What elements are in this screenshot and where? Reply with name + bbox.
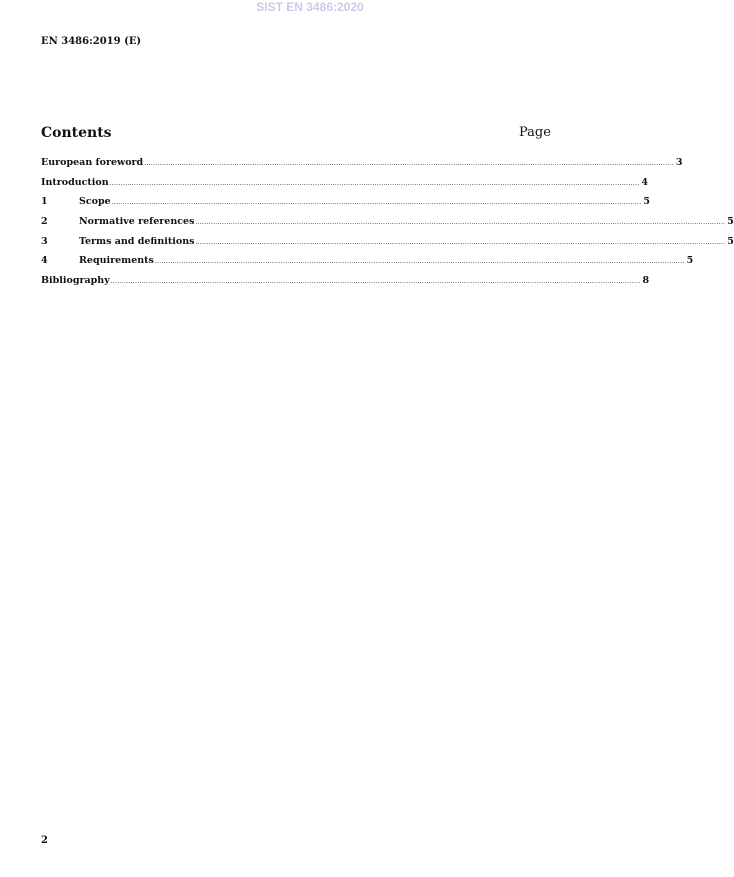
table-of-contents — [41, 157, 734, 295]
toc-entry-label: European foreword — [41, 157, 144, 168]
toc-entry-terms-and-definitions[interactable] — [41, 235, 734, 256]
toc-entry-european-foreword[interactable] — [41, 157, 683, 177]
toc-entry-page: 3 — [675, 157, 683, 168]
watermark: SIST EN 3486:2020 — [256, 0, 364, 14]
dot-leader: ................................................................................................................................................................................................................................................ — [195, 219, 726, 227]
toc-entry-introduction[interactable] — [41, 176, 649, 197]
toc-entry-label: Scope — [79, 196, 111, 208]
page-number: 2 — [41, 835, 48, 846]
page-column-label: Page — [519, 125, 551, 140]
toc-entry-page: 5 — [727, 235, 734, 247]
contents-heading: Contents — [41, 125, 112, 141]
toc-entry-page: 5 — [727, 216, 734, 228]
toc-entry-number: 1 — [41, 196, 48, 208]
toc-entry-number: 4 — [41, 255, 48, 267]
toc-entry-page: 5 — [643, 196, 651, 208]
toc-entry-number: 2 — [41, 216, 48, 228]
toc-entry-label: Terms and definitions — [79, 235, 195, 247]
dot-leader: ................................................................................................................................................................................................................................................ — [109, 179, 640, 187]
dot-leader: ................................................................................................................................................................................................................................................ — [154, 258, 685, 266]
dot-leader: ................................................................................................................................................................................................................................................ — [195, 238, 726, 246]
toc-entry-number: 3 — [41, 235, 48, 247]
toc-entry-scope[interactable] — [41, 196, 651, 216]
toc-entry-page: 5 — [686, 255, 694, 267]
document-id-header: EN 3486:2019 (E) — [41, 36, 142, 47]
toc-entry-label: Normative references — [79, 216, 195, 228]
toc-entry-label: Requirements — [79, 255, 154, 267]
toc-entry-bibliography[interactable] — [41, 275, 650, 295]
toc-entry-label: Introduction — [41, 176, 109, 188]
toc-entry-page: 8 — [642, 275, 650, 287]
toc-entry-normative-references[interactable] — [41, 216, 734, 236]
dot-leader: ................................................................................................................................................................................................................................................ — [144, 160, 674, 167]
dot-leader: ................................................................................................................................................................................................................................................ — [111, 199, 642, 207]
toc-entry-label: Bibliography — [41, 275, 110, 287]
toc-entry-page: 4 — [641, 176, 649, 188]
dot-leader: ................................................................................................................................................................................................................................................ — [110, 278, 641, 286]
toc-entry-requirements[interactable] — [41, 255, 694, 275]
